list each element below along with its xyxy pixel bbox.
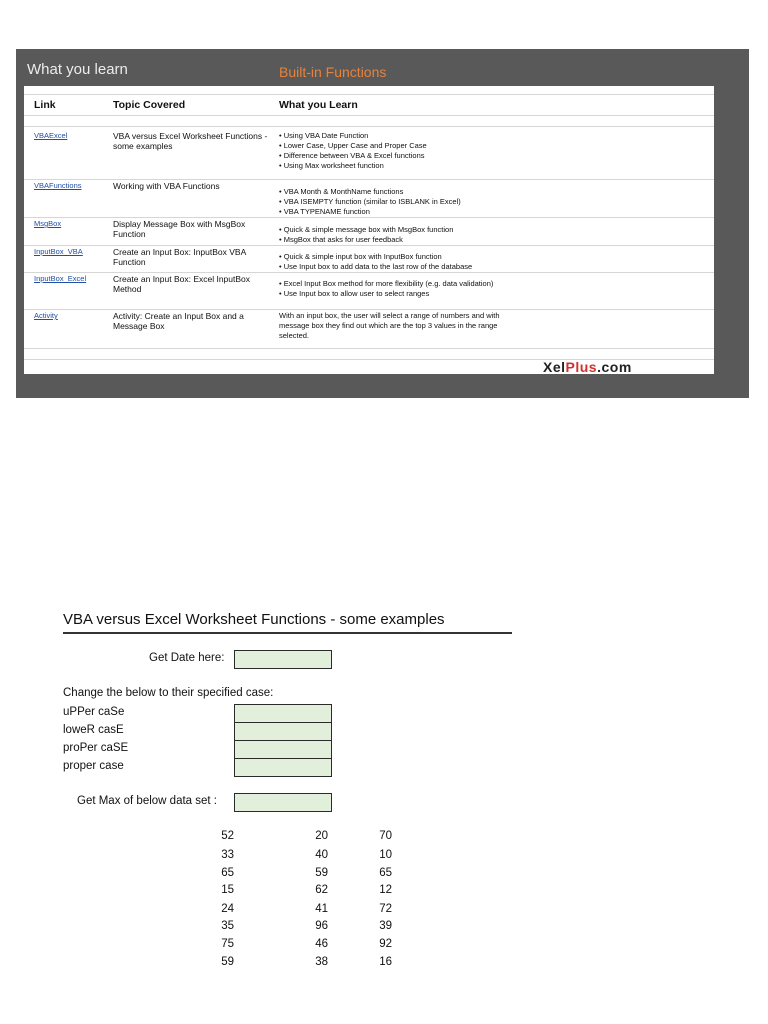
data-cell: 10 — [379, 849, 392, 861]
data-cell: 65 — [379, 867, 392, 879]
get-date-label: Get Date here: — [149, 652, 225, 664]
lowercase-output-cell[interactable] — [234, 722, 332, 741]
uppercase-output-cell[interactable] — [234, 704, 332, 723]
summary-panel — [16, 49, 749, 398]
date-output-cell[interactable] — [234, 650, 332, 669]
propercase-example: proPer caSE — [63, 742, 129, 754]
divider — [24, 217, 714, 218]
learn-cell — [279, 131, 539, 171]
summary-table — [24, 86, 714, 374]
link-vbafunctions[interactable]: VBAFunctions — [34, 181, 82, 190]
topic-cell: Display Message Box with MsgBox Function — [113, 219, 246, 239]
divider — [24, 94, 714, 95]
column-header-topic: Topic Covered — [113, 99, 186, 111]
data-cell: 75 — [221, 938, 234, 950]
learn-item: • Lower Case, Upper Case and Proper Case — [279, 141, 427, 150]
data-cell: 92 — [379, 938, 392, 950]
learn-item: • Excel Input Box method for more flexibility (e.g. data validation) — [279, 279, 494, 288]
topic-cell: Create an Input Box: Excel InputBox Method — [113, 274, 251, 294]
data-cell: 40 — [315, 849, 328, 861]
learn-item: • Quick & simple input box with InputBox function — [279, 252, 442, 261]
propercase-output-cell[interactable] — [234, 740, 332, 759]
learn-cell — [279, 279, 514, 299]
link-inputbox-excel[interactable]: InputBox_Excel — [34, 274, 87, 283]
data-cell: 35 — [221, 920, 234, 932]
data-cell: 20 — [315, 830, 328, 842]
data-cell: 15 — [221, 884, 234, 896]
data-cell: 16 — [379, 956, 392, 968]
divider — [24, 272, 714, 273]
data-cell: 62 — [315, 884, 328, 896]
data-cell: 24 — [221, 903, 234, 915]
divider — [24, 115, 714, 116]
data-cell: 38 — [315, 956, 328, 968]
link-inputbox-vba[interactable]: InputBox_VBA — [34, 247, 83, 256]
learn-cell — [279, 225, 539, 245]
data-cell: 39 — [379, 920, 392, 932]
plain-case-output-cell[interactable] — [234, 758, 332, 777]
data-cell: 52 — [221, 830, 234, 842]
data-cell: 96 — [315, 920, 328, 932]
learn-item: • Using Max worksheet function — [279, 161, 384, 170]
column-header-learn: What you Learn — [279, 99, 358, 111]
data-cell: 72 — [379, 903, 392, 915]
learn-item: • Quick & simple message box with MsgBox function — [279, 225, 454, 234]
link-msgbox[interactable]: MsgBox — [34, 219, 62, 228]
learn-item: • Using VBA Date Function — [279, 131, 369, 140]
link-vbaexcel[interactable]: VBAExcel — [34, 131, 68, 140]
column-header-link: Link — [34, 99, 56, 111]
data-cell: 70 — [379, 830, 392, 842]
worksheet-title: VBA versus Excel Worksheet Functions - some examples — [63, 611, 445, 628]
learn-item: • Use Input box to add data to the last row of the database — [279, 262, 473, 271]
data-cell: 65 — [221, 867, 234, 879]
divider — [24, 179, 714, 180]
data-cell: 59 — [221, 956, 234, 968]
get-max-label: Get Max of below data set : — [77, 795, 217, 807]
learn-cell — [279, 252, 539, 272]
title-underline — [63, 632, 512, 634]
learn-item: • MsgBox that asks for user feedback — [279, 235, 403, 244]
max-output-cell[interactable] — [234, 793, 332, 812]
learn-item: • VBA TYPENAME function — [279, 207, 370, 216]
topic-cell: Working with VBA Functions — [113, 181, 220, 191]
learn-item: • Difference between VBA & Excel functions — [279, 151, 425, 160]
panel-title: What you learn — [27, 61, 128, 78]
divider — [24, 309, 714, 310]
link-activity[interactable]: Activity — [34, 311, 58, 320]
learn-item: With an input box, the user will select a range of numbers and with message box they find out which are the top 3 values in the range selected. — [279, 311, 500, 340]
divider — [24, 126, 714, 127]
learn-item: • VBA ISEMPTY function (similar to ISBLANK in Excel) — [279, 197, 461, 206]
learn-cell — [279, 311, 527, 341]
learn-cell — [279, 187, 539, 217]
learn-item: • VBA Month & MonthName functions — [279, 187, 404, 196]
plain-case-example: proper case — [63, 760, 124, 772]
learn-item: • Use Input box to allow user to select ranges — [279, 289, 430, 298]
lowercase-example: loweR casE — [63, 724, 124, 736]
data-cell: 59 — [315, 867, 328, 879]
brand-logo: XelPlus.com — [543, 359, 632, 375]
data-cell: 12 — [379, 884, 392, 896]
topic-cell: Create an Input Box: InputBox VBA Function — [113, 247, 246, 267]
panel-subtitle: Built-in Functions — [279, 64, 387, 80]
topic-cell: Activity: Create an Input Box and a Message Box — [113, 311, 244, 331]
uppercase-example: uPPer caSe — [63, 706, 125, 718]
data-cell: 46 — [315, 938, 328, 950]
data-cell: 41 — [315, 903, 328, 915]
divider — [24, 245, 714, 246]
divider — [24, 348, 714, 349]
data-cell: 33 — [221, 849, 234, 861]
change-case-label: Change the below to their specified case: — [63, 687, 274, 699]
topic-cell: VBA versus Excel Worksheet Functions - some examples — [113, 131, 268, 151]
